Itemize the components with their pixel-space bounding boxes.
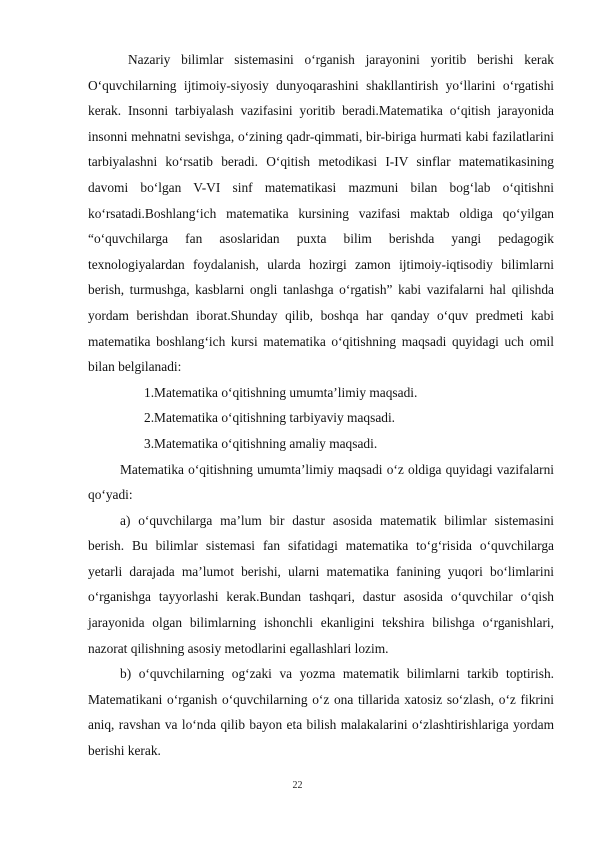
- document-page: [88, 47, 554, 764]
- list-item-3: 3.Matematika o‘qitishning amaliy maqsadi.: [144, 435, 378, 451]
- list-item-2: 2.Matematika o‘qitishning tarbiyaviy maqsadi.: [144, 410, 396, 426]
- paragraph-goals: Matematika o‘qitishning umumta’limiy maqsadi o‘z oldiga quyidagi vazifalarni qo‘yadi:: [88, 461, 554, 503]
- list-item-1: 1.Matematika o‘qitishning umumta’limiy maqsadi.: [144, 384, 418, 400]
- page-number: 22: [292, 780, 303, 791]
- paragraph-intro: Nazariy bilimlar sistemasini o‘rganish jarayonini yoritib berishi kerak O‘quvchilarning ijtimoiy-siyosiy dunyoqarashini shakllantirish yo‘llarini o‘rgatishi kerak. Insonni tarbiyalash vazifasini yoritib beradi.Matematika o‘qitish jarayonida insonni mehnatni sevishga, o‘zining qadr-qimmati, bir-biriga hurmati kabi fazilatlarini tarbiyalashni ko‘rsatib beradi. O‘qitish metodikasi I-IV sinflar matematikasining davomi bo‘lgan V-VI sinf matematikasi mazmuni bilan bog‘lab o‘qitishni ko‘rsatadi.Boshlang‘ich matematika kursining vazifasi maktab oldiga qo‘yilgan “o‘quvchilarga fan asoslaridan puxta bilim berishda yangi pedagogik texnologiyalardan foydalanish, ularda hozirgi zamon ijtimoiy-iqtisodiy bilimlarni berish, turmushga, kasblarni ongli tanlashga o‘rgatish” kabi vazifalarni hal qilishda yordam berishdan iborat.Shunday qilib, boshqa har qanday o‘quv predmeti kabi matematika boshlang‘ich kursi matematika o‘qitishning maqsadi quyidagi uch omil bilan belgilanadi:: [88, 52, 554, 375]
- paragraph-b: b) o‘quvchilarning og‘zaki va yozma matematik bilimlarni tarkib toptirish. Matematikani o‘rganish o‘quvchilarning o‘z ona tillarida xatosiz so‘zlash, o‘z fikrini aniq, ravshan va lo‘nda qilib bayon eta bilish malakalarini o‘zlashtirishlariga yordam berishi kerak.: [88, 666, 554, 759]
- paragraph-a: a) o‘quvchilarga ma’lum bir dastur asosida matematik bilimlar sistemasini berish. Bu bilimlar sistemasi fan sifatidagi matematika to‘g‘risida o‘quvchilarga yetarli darajada ma’lumot berishi, ularni matematika fanining yuqori bo‘limlarini o‘rganishga tayyorlashi kerak.Bundan tashqari, dastur asosida o‘quvchilar o‘qish jarayonida olgan bilimlarning ishonchli ekanligini tekshira bilishga o‘rganishlari, nazorat qilishning asosiy metodlarini egallashlari lozim.: [88, 512, 554, 656]
